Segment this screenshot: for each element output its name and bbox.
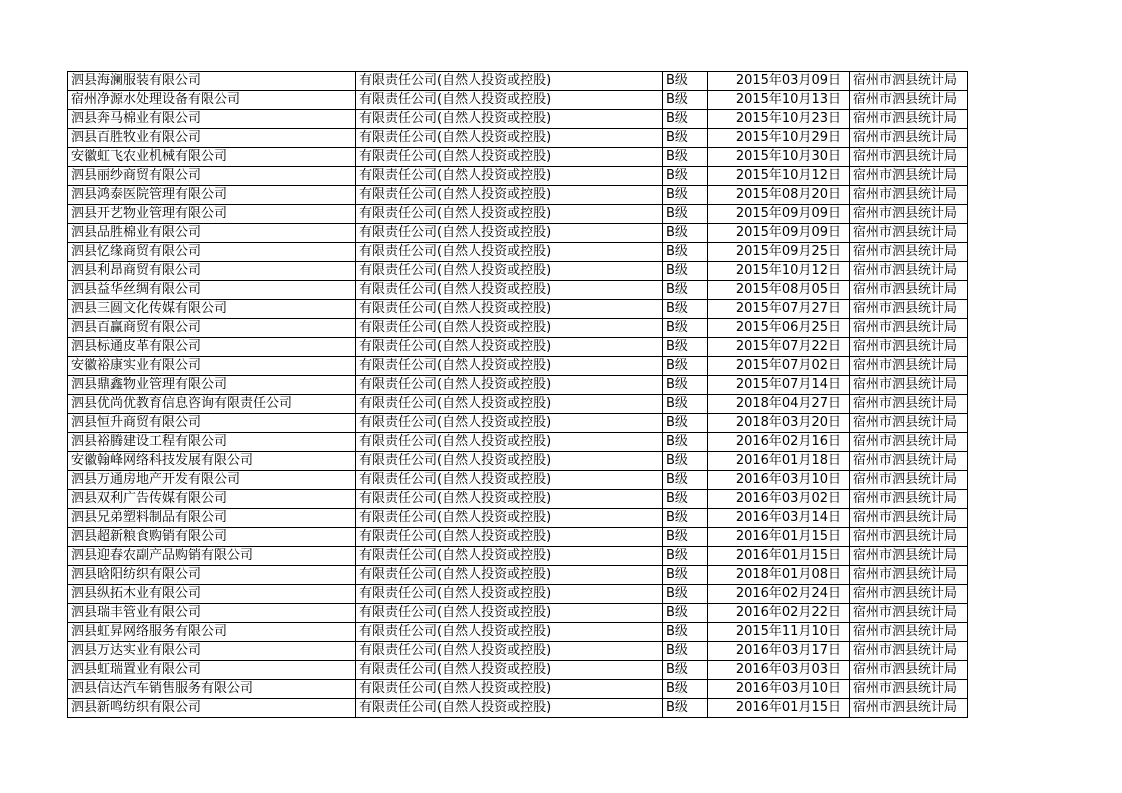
company-name-cell: 宿州净源水处理设备有限公司 — [68, 91, 356, 110]
credit-grade-cell: B级 — [663, 604, 708, 623]
table-row — [68, 604, 968, 623]
company-name-cell: 泗县裕腾建设工程有限公司 — [68, 433, 356, 452]
company-type-cell: 有限责任公司(自然人投资或控股) — [356, 205, 663, 224]
authority-cell: 宿州市泗县统计局 — [850, 357, 968, 376]
rating-date-cell: 2015年10月13日 — [708, 91, 850, 110]
authority-cell: 宿州市泗县统计局 — [850, 110, 968, 129]
credit-grade-cell: B级 — [663, 623, 708, 642]
rating-date-cell: 2015年06月25日 — [708, 319, 850, 338]
company-name-cell: 泗县超新粮食购销有限公司 — [68, 528, 356, 547]
authority-cell: 宿州市泗县统计局 — [850, 72, 968, 91]
authority-cell: 宿州市泗县统计局 — [850, 205, 968, 224]
table-row — [68, 699, 968, 718]
authority-cell: 宿州市泗县统计局 — [850, 281, 968, 300]
company-type-cell: 有限责任公司(自然人投资或控股) — [356, 319, 663, 338]
company-type-cell: 有限责任公司(自然人投资或控股) — [356, 433, 663, 452]
company-name-cell: 泗县利昂商贸有限公司 — [68, 262, 356, 281]
credit-grade-cell: B级 — [663, 281, 708, 300]
rating-date-cell: 2016年03月10日 — [708, 680, 850, 699]
company-type-cell: 有限责任公司(自然人投资或控股) — [356, 680, 663, 699]
rating-date-cell: 2018年04月27日 — [708, 395, 850, 414]
company-name-cell: 泗县海澜服装有限公司 — [68, 72, 356, 91]
table-row — [68, 452, 968, 471]
rating-date-cell: 2015年09月25日 — [708, 243, 850, 262]
table-row — [68, 528, 968, 547]
table-row — [68, 376, 968, 395]
company-name-cell: 泗县虹昇网络服务有限公司 — [68, 623, 356, 642]
table-row — [68, 262, 968, 281]
table-row — [68, 186, 968, 205]
table-row — [68, 642, 968, 661]
rating-date-cell: 2018年01月08日 — [708, 566, 850, 585]
company-type-cell: 有限责任公司(自然人投资或控股) — [356, 262, 663, 281]
company-name-cell: 泗县三圆文化传媒有限公司 — [68, 300, 356, 319]
rating-date-cell: 2016年03月10日 — [708, 471, 850, 490]
credit-grade-cell: B级 — [663, 585, 708, 604]
table-row — [68, 585, 968, 604]
company-name-cell: 泗县百胜牧业有限公司 — [68, 129, 356, 148]
authority-cell: 宿州市泗县统计局 — [850, 243, 968, 262]
authority-cell: 宿州市泗县统计局 — [850, 699, 968, 718]
authority-cell: 宿州市泗县统计局 — [850, 91, 968, 110]
table-row — [68, 91, 968, 110]
company-type-cell: 有限责任公司(自然人投资或控股) — [356, 585, 663, 604]
company-name-cell: 泗县双利广告传媒有限公司 — [68, 490, 356, 509]
credit-grade-cell: B级 — [663, 357, 708, 376]
table-row — [68, 129, 968, 148]
credit-grade-cell: B级 — [663, 490, 708, 509]
company-type-cell: 有限责任公司(自然人投资或控股) — [356, 357, 663, 376]
rating-date-cell: 2015年10月12日 — [708, 167, 850, 186]
rating-date-cell: 2016年01月18日 — [708, 452, 850, 471]
authority-cell: 宿州市泗县统计局 — [850, 585, 968, 604]
table-row — [68, 205, 968, 224]
company-type-cell: 有限责任公司(自然人投资或控股) — [356, 547, 663, 566]
company-type-cell: 有限责任公司(自然人投资或控股) — [356, 376, 663, 395]
authority-cell: 宿州市泗县统计局 — [850, 661, 968, 680]
table-row — [68, 110, 968, 129]
company-type-cell: 有限责任公司(自然人投资或控股) — [356, 167, 663, 186]
rating-date-cell: 2015年09月09日 — [708, 205, 850, 224]
company-type-cell: 有限责任公司(自然人投资或控股) — [356, 281, 663, 300]
company-name-cell: 泗县优尚优教育信息咨询有限责任公司 — [68, 395, 356, 414]
company-type-cell: 有限责任公司(自然人投资或控股) — [356, 300, 663, 319]
company-type-cell: 有限责任公司(自然人投资或控股) — [356, 452, 663, 471]
rating-date-cell: 2015年10月29日 — [708, 129, 850, 148]
table-row — [68, 224, 968, 243]
credit-grade-cell: B级 — [663, 680, 708, 699]
credit-grade-cell: B级 — [663, 471, 708, 490]
authority-cell: 宿州市泗县统计局 — [850, 395, 968, 414]
table-row — [68, 281, 968, 300]
credit-grade-cell: B级 — [663, 224, 708, 243]
table-row — [68, 490, 968, 509]
table-row — [68, 414, 968, 433]
rating-date-cell: 2016年01月15日 — [708, 699, 850, 718]
table-row — [68, 148, 968, 167]
credit-grade-cell: B级 — [663, 148, 708, 167]
table-row — [68, 338, 968, 357]
credit-grade-cell: B级 — [663, 262, 708, 281]
company-type-cell: 有限责任公司(自然人投资或控股) — [356, 110, 663, 129]
credit-grade-cell: B级 — [663, 186, 708, 205]
table-row — [68, 300, 968, 319]
authority-cell: 宿州市泗县统计局 — [850, 376, 968, 395]
credit-grade-cell: B级 — [663, 167, 708, 186]
table-row — [68, 680, 968, 699]
company-name-cell: 泗县万通房地产开发有限公司 — [68, 471, 356, 490]
authority-cell: 宿州市泗县统计局 — [850, 547, 968, 566]
credit-grade-cell: B级 — [663, 547, 708, 566]
company-name-cell: 泗县纵拓木业有限公司 — [68, 585, 356, 604]
authority-cell: 宿州市泗县统计局 — [850, 623, 968, 642]
authority-cell: 宿州市泗县统计局 — [850, 319, 968, 338]
authority-cell: 宿州市泗县统计局 — [850, 680, 968, 699]
table-row — [68, 509, 968, 528]
rating-date-cell: 2016年02月24日 — [708, 585, 850, 604]
table-row — [68, 566, 968, 585]
authority-cell: 宿州市泗县统计局 — [850, 471, 968, 490]
rating-date-cell: 2015年07月22日 — [708, 338, 850, 357]
credit-grade-cell: B级 — [663, 110, 708, 129]
credit-grade-cell: B级 — [663, 642, 708, 661]
rating-date-cell: 2018年03月20日 — [708, 414, 850, 433]
company-name-cell: 泗县忆缘商贸有限公司 — [68, 243, 356, 262]
company-name-cell: 泗县奔马棉业有限公司 — [68, 110, 356, 129]
company-name-cell: 泗县兄弟塑料制品有限公司 — [68, 509, 356, 528]
company-name-cell: 泗县虹瑞置业有限公司 — [68, 661, 356, 680]
table-row — [68, 661, 968, 680]
rating-date-cell: 2016年03月14日 — [708, 509, 850, 528]
rating-date-cell: 2015年11月10日 — [708, 623, 850, 642]
rating-date-cell: 2016年03月02日 — [708, 490, 850, 509]
authority-cell: 宿州市泗县统计局 — [850, 148, 968, 167]
company-type-cell: 有限责任公司(自然人投资或控股) — [356, 224, 663, 243]
rating-date-cell: 2015年08月05日 — [708, 281, 850, 300]
credit-grade-cell: B级 — [663, 205, 708, 224]
authority-cell: 宿州市泗县统计局 — [850, 224, 968, 243]
credit-grade-cell: B级 — [663, 243, 708, 262]
table-row — [68, 357, 968, 376]
rating-date-cell: 2016年03月17日 — [708, 642, 850, 661]
table-row — [68, 623, 968, 642]
rating-date-cell: 2016年01月15日 — [708, 547, 850, 566]
authority-cell: 宿州市泗县统计局 — [850, 186, 968, 205]
credit-grade-cell: B级 — [663, 566, 708, 585]
company-type-cell: 有限责任公司(自然人投资或控股) — [356, 566, 663, 585]
rating-date-cell: 2015年10月23日 — [708, 110, 850, 129]
company-type-cell: 有限责任公司(自然人投资或控股) — [356, 528, 663, 547]
company-name-cell: 泗县品胜棉业有限公司 — [68, 224, 356, 243]
company-name-cell: 泗县恒升商贸有限公司 — [68, 414, 356, 433]
company-name-cell: 安徽翰峰网络科技发展有限公司 — [68, 452, 356, 471]
rating-date-cell: 2015年10月30日 — [708, 148, 850, 167]
authority-cell: 宿州市泗县统计局 — [850, 642, 968, 661]
authority-cell: 宿州市泗县统计局 — [850, 433, 968, 452]
authority-cell: 宿州市泗县统计局 — [850, 262, 968, 281]
credit-grade-cell: B级 — [663, 452, 708, 471]
credit-grade-cell: B级 — [663, 699, 708, 718]
company-type-cell: 有限责任公司(自然人投资或控股) — [356, 471, 663, 490]
company-type-cell: 有限责任公司(自然人投资或控股) — [356, 490, 663, 509]
table-row — [68, 243, 968, 262]
table-row — [68, 433, 968, 452]
credit-grade-cell: B级 — [663, 376, 708, 395]
authority-cell: 宿州市泗县统计局 — [850, 414, 968, 433]
rating-date-cell: 2015年10月12日 — [708, 262, 850, 281]
company-type-cell: 有限责任公司(自然人投资或控股) — [356, 338, 663, 357]
company-type-cell: 有限责任公司(自然人投资或控股) — [356, 395, 663, 414]
authority-cell: 宿州市泗县统计局 — [850, 604, 968, 623]
company-name-cell: 泗县开艺物业管理有限公司 — [68, 205, 356, 224]
company-type-cell: 有限责任公司(自然人投资或控股) — [356, 699, 663, 718]
authority-cell: 宿州市泗县统计局 — [850, 509, 968, 528]
rating-date-cell: 2015年08月20日 — [708, 186, 850, 205]
table-row — [68, 395, 968, 414]
credit-grade-cell: B级 — [663, 661, 708, 680]
company-type-cell: 有限责任公司(自然人投资或控股) — [356, 91, 663, 110]
credit-grade-cell: B级 — [663, 319, 708, 338]
table-row — [68, 471, 968, 490]
table-body — [68, 72, 968, 718]
credit-grade-cell: B级 — [663, 395, 708, 414]
authority-cell: 宿州市泗县统计局 — [850, 129, 968, 148]
credit-grade-cell: B级 — [663, 72, 708, 91]
rating-date-cell: 2016年02月16日 — [708, 433, 850, 452]
company-type-cell: 有限责任公司(自然人投资或控股) — [356, 623, 663, 642]
rating-date-cell: 2015年07月14日 — [708, 376, 850, 395]
company-type-cell: 有限责任公司(自然人投资或控股) — [356, 604, 663, 623]
company-name-cell: 泗县信达汽车销售服务有限公司 — [68, 680, 356, 699]
rating-date-cell: 2016年03月03日 — [708, 661, 850, 680]
credit-grade-cell: B级 — [663, 509, 708, 528]
company-name-cell: 泗县新鸣纺织有限公司 — [68, 699, 356, 718]
company-type-cell: 有限责任公司(自然人投资或控股) — [356, 414, 663, 433]
rating-date-cell: 2015年03月09日 — [708, 72, 850, 91]
company-name-cell: 泗县鸿泰医院管理有限公司 — [68, 186, 356, 205]
company-type-cell: 有限责任公司(自然人投资或控股) — [356, 661, 663, 680]
company-type-cell: 有限责任公司(自然人投资或控股) — [356, 72, 663, 91]
company-name-cell: 泗县晗阳纺织有限公司 — [68, 566, 356, 585]
table-row — [68, 167, 968, 186]
table-row — [68, 319, 968, 338]
company-type-cell: 有限责任公司(自然人投资或控股) — [356, 186, 663, 205]
credit-grade-cell: B级 — [663, 414, 708, 433]
rating-date-cell: 2015年07月02日 — [708, 357, 850, 376]
company-name-cell: 安徽裕康实业有限公司 — [68, 357, 356, 376]
company-name-cell: 泗县瑞丰管业有限公司 — [68, 604, 356, 623]
company-type-cell: 有限责任公司(自然人投资或控股) — [356, 509, 663, 528]
credit-grade-cell: B级 — [663, 91, 708, 110]
company-credit-table — [67, 71, 968, 718]
credit-grade-cell: B级 — [663, 300, 708, 319]
authority-cell: 宿州市泗县统计局 — [850, 452, 968, 471]
company-name-cell: 泗县标通皮革有限公司 — [68, 338, 356, 357]
authority-cell: 宿州市泗县统计局 — [850, 300, 968, 319]
credit-grade-cell: B级 — [663, 129, 708, 148]
company-name-cell: 泗县迎春农副产品购销有限公司 — [68, 547, 356, 566]
credit-grade-cell: B级 — [663, 433, 708, 452]
company-type-cell: 有限责任公司(自然人投资或控股) — [356, 243, 663, 262]
table-row — [68, 547, 968, 566]
authority-cell: 宿州市泗县统计局 — [850, 566, 968, 585]
company-name-cell: 泗县万达实业有限公司 — [68, 642, 356, 661]
table-row — [68, 72, 968, 91]
company-type-cell: 有限责任公司(自然人投资或控股) — [356, 148, 663, 167]
credit-grade-cell: B级 — [663, 338, 708, 357]
authority-cell: 宿州市泗县统计局 — [850, 490, 968, 509]
rating-date-cell: 2015年07月27日 — [708, 300, 850, 319]
company-name-cell: 泗县益华丝绸有限公司 — [68, 281, 356, 300]
credit-grade-cell: B级 — [663, 528, 708, 547]
company-name-cell: 泗县百赢商贸有限公司 — [68, 319, 356, 338]
company-name-cell: 泗县鼎鑫物业管理有限公司 — [68, 376, 356, 395]
company-type-cell: 有限责任公司(自然人投资或控股) — [356, 642, 663, 661]
authority-cell: 宿州市泗县统计局 — [850, 338, 968, 357]
company-name-cell: 安徽虹飞农业机械有限公司 — [68, 148, 356, 167]
rating-date-cell: 2015年09月09日 — [708, 224, 850, 243]
company-name-cell: 泗县丽纱商贸有限公司 — [68, 167, 356, 186]
authority-cell: 宿州市泗县统计局 — [850, 528, 968, 547]
rating-date-cell: 2016年01月15日 — [708, 528, 850, 547]
rating-date-cell: 2016年02月22日 — [708, 604, 850, 623]
authority-cell: 宿州市泗县统计局 — [850, 167, 968, 186]
company-type-cell: 有限责任公司(自然人投资或控股) — [356, 129, 663, 148]
